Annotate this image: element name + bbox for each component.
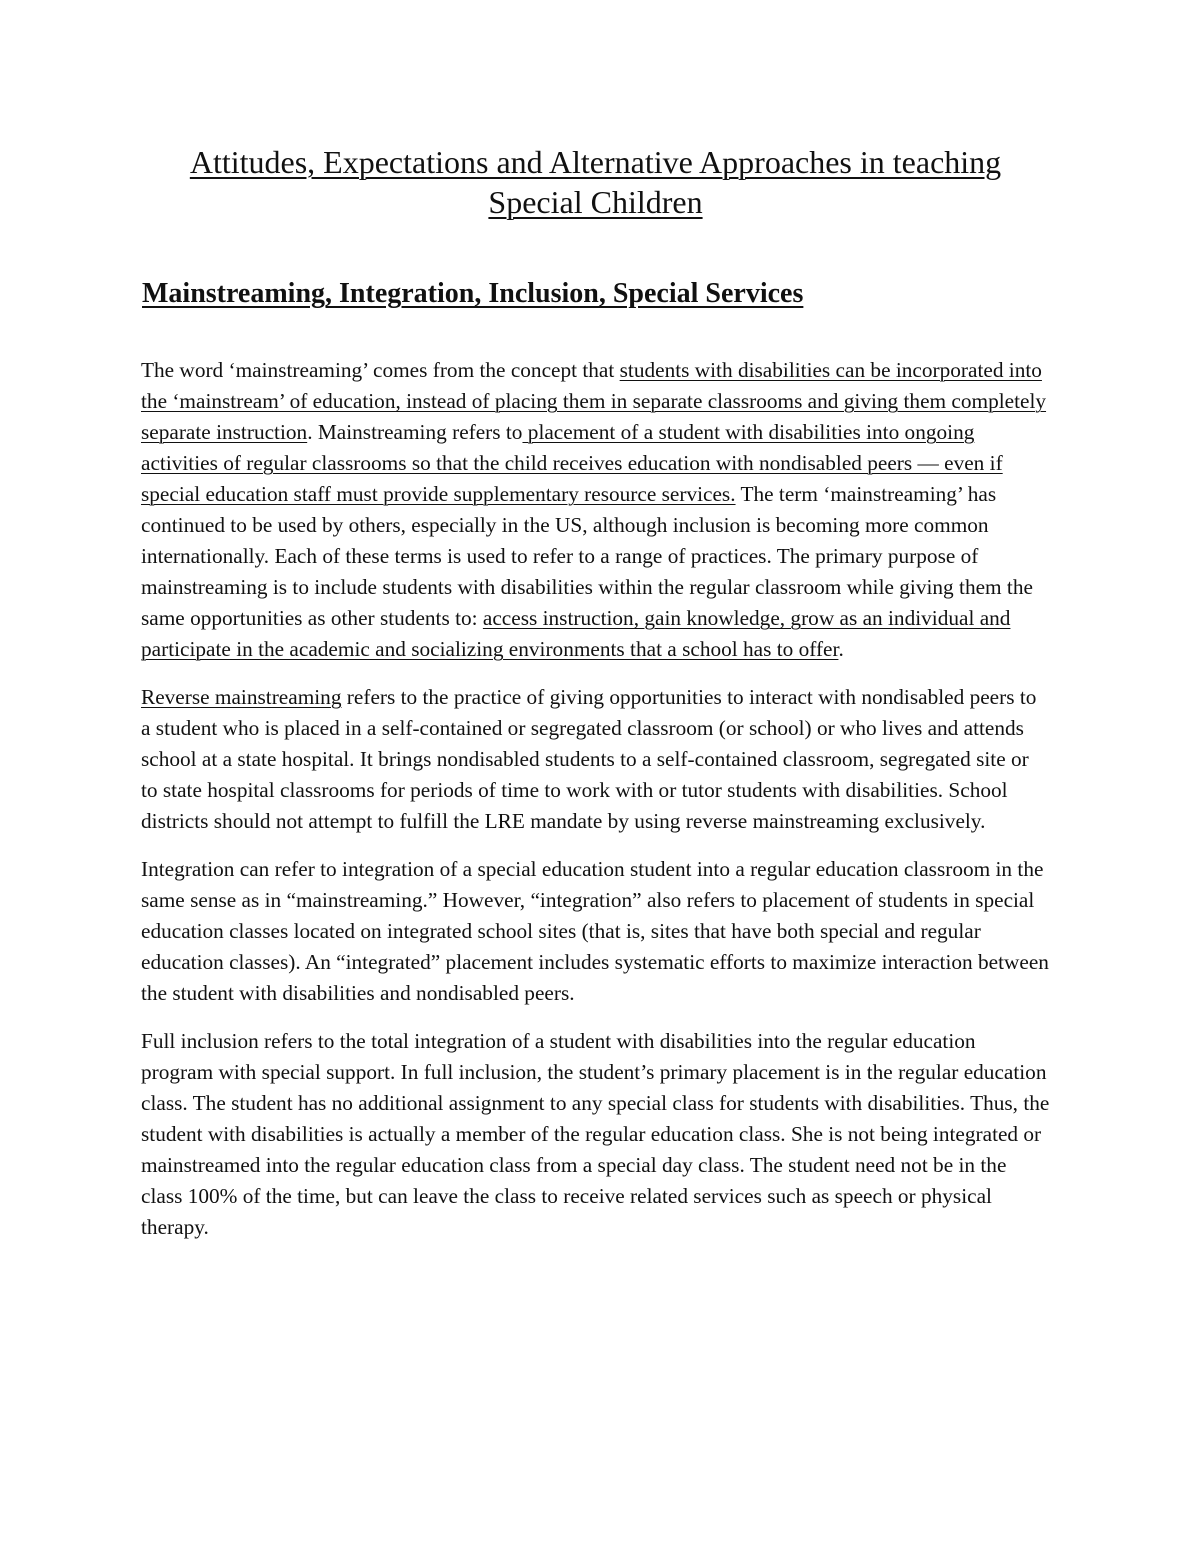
title-line-2: Special Children [488,184,703,220]
paragraph-reverse-mainstreaming [141,682,1050,837]
p1-text-c: . Mainstreaming refers to [307,420,523,444]
title-line-1: Attitudes, Expectations and Alternative Approaches in teaching [189,144,1002,180]
paragraph-full-inclusion: Full inclusion refers to the total integration of a student with disabilities into the regular education program with special support. In full inclusion, the student’s primary placement is in the regular education class. The student has no additional assignment to any special class for students with disabilities. Thus, the student with disabilities is actually a member of the regular education class. She is not being integrated or mainstreamed into the regular education class from a special day class. The student need not be in the class 100% of the time, but can leave the class to receive related services such as speech or physical therapy. [141,1029,1050,1239]
p1-underlined-definition: placement of a student with disabilities into ongoing activities of regular classrooms so that the child receives education with nondisabled peers — even if special education staff must provide supplementary resource services. [141,420,1003,506]
p1-text-g: . [838,637,844,661]
p1-underlined-concept: students with disabilities can be incorporated into the ‘mainstream’ of education, instead of placing them in separate classrooms and giving them completely separate instruction [141,358,1047,444]
section-heading: Mainstreaming, Integration, Inclusion, Special Services [142,278,804,309]
p2-text-b: refers to the practice of giving opportunities to interact with nondisabled peers to a student who is placed in a self-contained or segregated classroom (or school) or who lives and attends school at a state hospital. It brings nondisabled students to a self-contained classroom, segregated site or to state hospital classrooms for periods of time to work with or tutor students with disabilities. School districts should not attempt to fulfill the LRE mandate by using reverse mainstreaming exclusively. [141,685,1037,833]
paragraph-mainstreaming [141,355,1050,665]
p1-underlined-purpose: access instruction, gain knowledge, grow as an individual and participate in the academic and socializing environments that a school has to offer [141,606,1011,661]
paragraph-integration: Integration can refer to integration of a special education student into a regular education classroom in the same sense as in “mainstreaming.” However, “integration” also refers to placement of students in special education classes located on integrated school sites (that is, sites that have both special and regular education classes). An “integrated” placement includes systematic efforts to maximize interaction between the student with disabilities and nondisabled peers. [141,857,1049,1005]
p1-text-a: The word ‘mainstreaming’ comes from the concept that [141,358,620,382]
p1-text-e: The term ‘mainstreaming’ has continued to be used by others, especially in the US, although inclusion is becoming more common internationally. Each of these terms is used to refer to a range of practices. The primary purpose of mainstreaming is to include students with disabilities within the regular classroom while giving them the same opportunities as other students to: [141,482,1033,630]
p2-underlined-term: Reverse mainstreaming [141,685,342,709]
document-title [141,142,1050,222]
